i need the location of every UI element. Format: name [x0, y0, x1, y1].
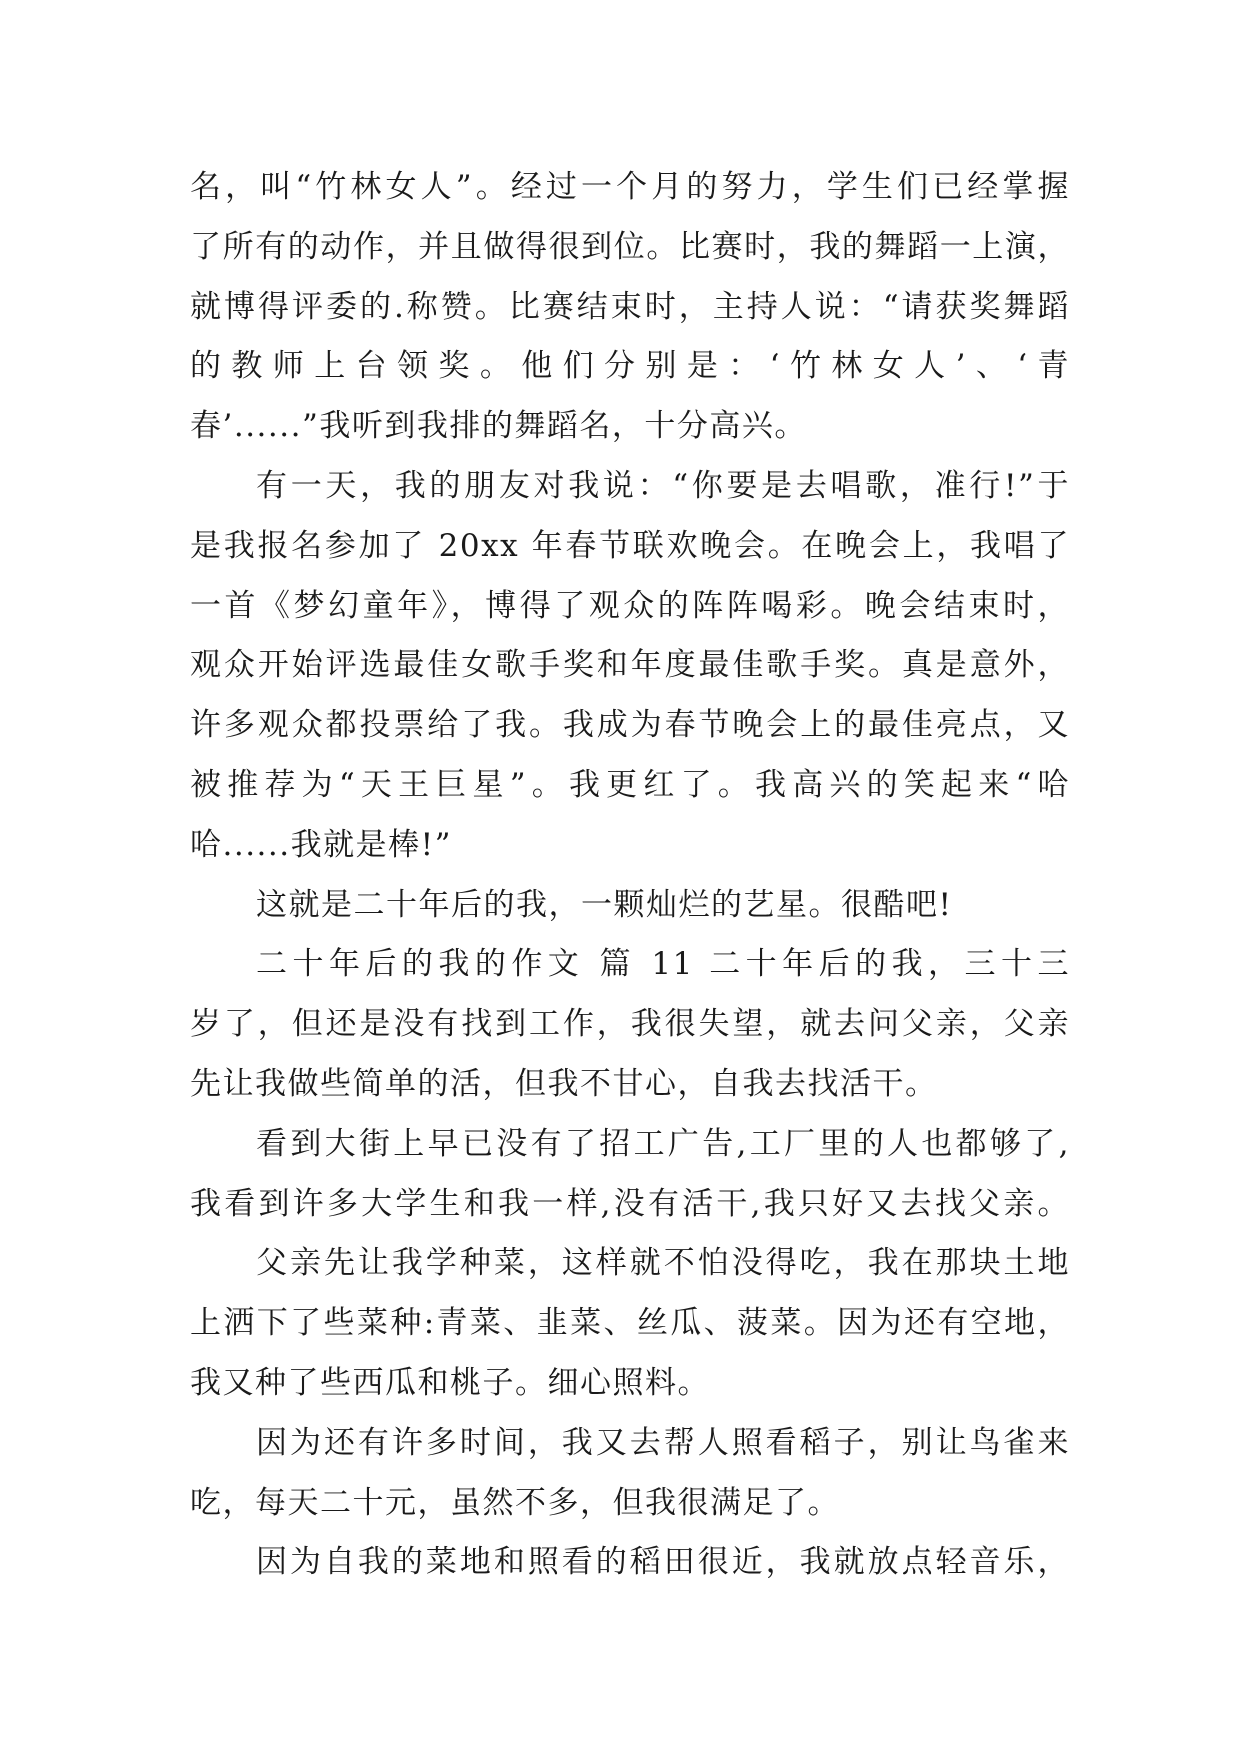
text-line: 有一天，我的朋友对我说：“你要是去唱歌，准行!”于 — [256, 467, 1070, 504]
text-line: 二十年后的我的作文 篇 11 二十年后的我，三十三 — [256, 946, 1070, 983]
text-line: 春’......”我听到我排的舞蹈名，十分高兴。 — [190, 408, 807, 445]
text-line: 先让我做些简单的活，但我不甘心，自我去找活干。 — [190, 1065, 938, 1102]
text-line: 看到大街上早已没有了招工广告,工厂里的人也都够了, — [256, 1125, 1070, 1162]
text-line: 因为自我的菜地和照看的稻田很近，我就放点轻音乐， — [256, 1544, 1070, 1581]
text-line: 是我报名参加了 20xx 年春节联欢晚会。在晚会上，我唱了 — [190, 527, 1070, 564]
text-line: 名，叫“竹林女人”。经过一个月的努力，学生们已经掌握 — [190, 169, 1070, 205]
text-line: 父亲先让我学种菜，这样就不怕没得吃，我在那块土地 — [256, 1245, 1070, 1282]
text-line: 上洒下了些菜种:青菜、韭菜、丝瓜、菠菜。因为还有空地， — [190, 1305, 1070, 1342]
text-line: 岁了，但还是没有找到工作，我很失望，就去问父亲，父亲 — [190, 1006, 1070, 1043]
text-line: 的教师上台领奖。他们分别是：‘竹林女人’、‘青 — [190, 348, 1070, 385]
text-line: 我又种了些西瓜和桃子。细心照料。 — [190, 1364, 710, 1401]
document-body — [190, 158, 1070, 1593]
text-line: 一首《梦幻童年》，博得了观众的阵阵喝彩。晚会结束时， — [190, 587, 1070, 624]
text-line: 就博得评委的.称赞。比赛结束时，主持人说：“请获奖舞蹈 — [190, 288, 1070, 325]
text-line: 吃，每天二十元，虽然不多，但我很满足了。 — [190, 1484, 840, 1521]
text-line: 许多观众都投票给了我。我成为春节晚会上的最佳亮点，又 — [190, 707, 1070, 744]
text-line: 哈......我就是棒!” — [190, 826, 452, 863]
text-line: 观众开始评选最佳女歌手奖和年度最佳歌手奖。真是意外， — [190, 647, 1070, 684]
text-line: 因为还有许多时间，我又去帮人照看稻子，别让鸟雀来 — [256, 1424, 1070, 1461]
text-line: 被推荐为“天王巨星”。我更红了。我高兴的笑起来“哈 — [190, 766, 1070, 803]
text-line: 了所有的动作，并且做得很到位。比赛时，我的舞蹈一上演， — [190, 228, 1070, 265]
text-line: 我看到许多大学生和我一样,没有活干,我只好又去找父亲。 — [190, 1185, 1070, 1222]
text-line: 这就是二十年后的我，一颗灿烂的艺星。很酷吧! — [256, 886, 953, 923]
